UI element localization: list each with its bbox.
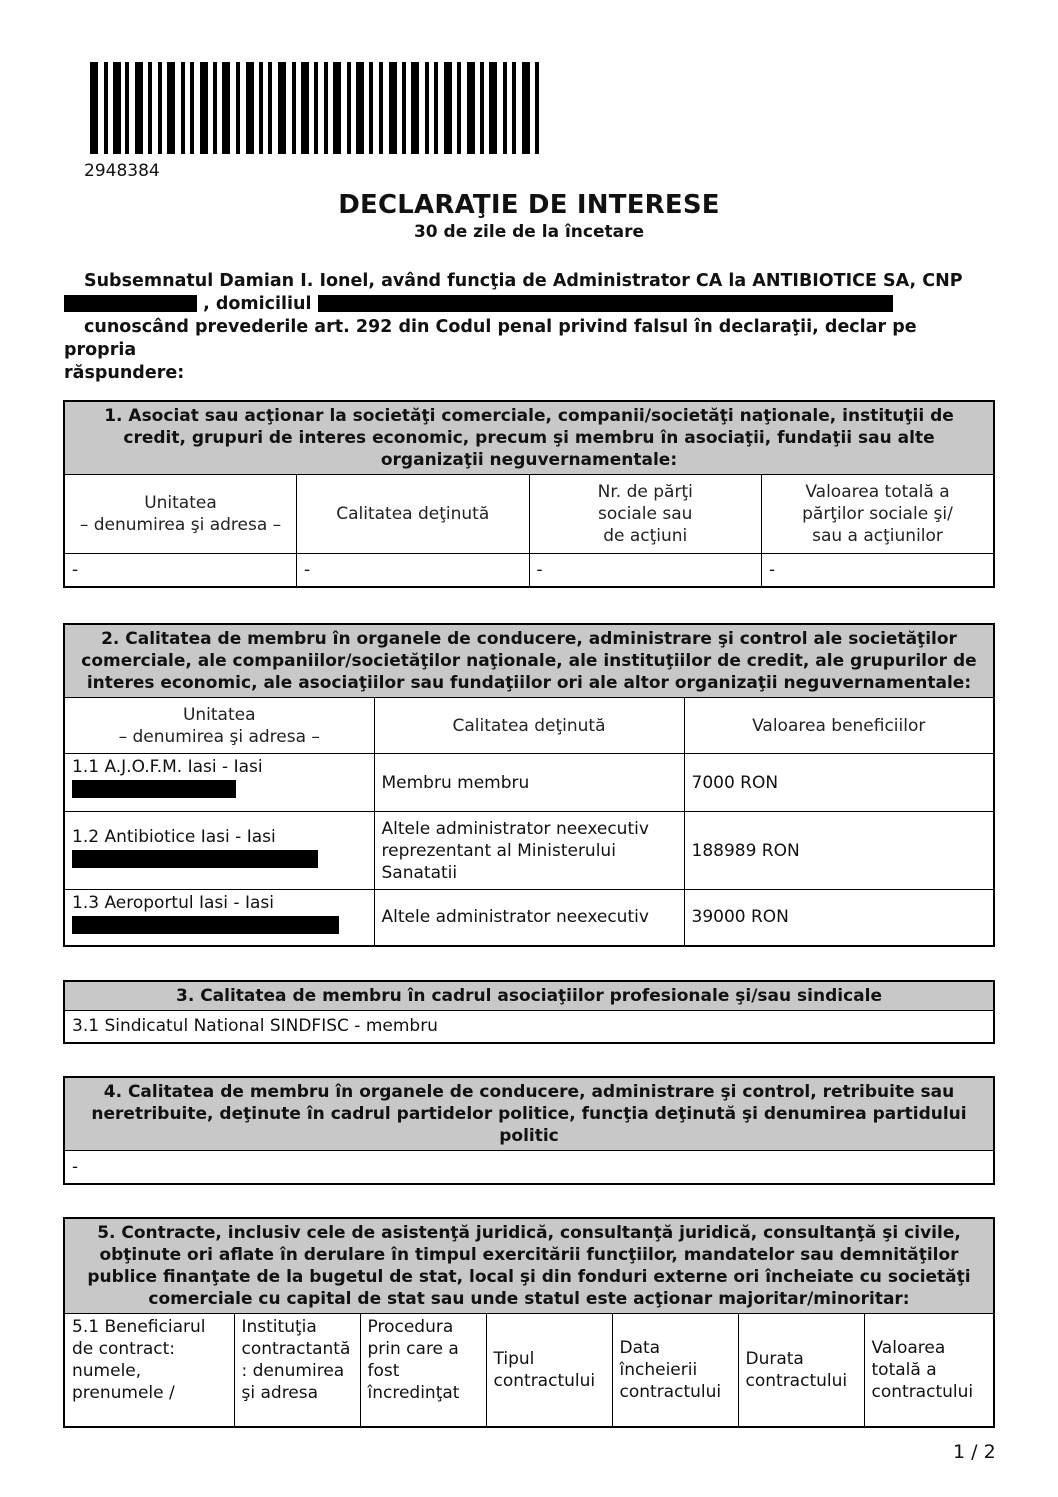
barcode-bar [278, 62, 286, 154]
redacted-address [72, 916, 339, 934]
table-cell: - [64, 554, 297, 587]
barcode-bar [301, 62, 309, 154]
page-number: 1 / 2 [953, 1441, 996, 1463]
col-label: – denumirea şi adresa – [118, 726, 320, 747]
section-3-table [63, 980, 995, 1044]
barcode-bar [246, 62, 254, 154]
section-2-table [63, 623, 995, 947]
barcode-bar [444, 62, 452, 154]
redacted-address [72, 780, 236, 798]
col-label: sau a acţiunilor [812, 526, 943, 546]
barcode-bar [522, 62, 530, 154]
section-5-title: 5. Contracte, inclusiv cele de asistenţă juridică, consultanţă juridică, consultanţă şi civile, obţinute ori aflate în derulare în timpul exercitării funcţiilor, mandatelor sau demnităţilor publice finanţate de la bugetul de stat, local şi din fonduri externe ori încheiate cu societăţi comerciale cu capital de stat sau unde statul este acţionar majoritar/minoritar: [64, 1218, 994, 1314]
barcode-number: 2948384 [84, 161, 160, 181]
col-label: Calitatea deţinută [336, 504, 490, 524]
redacted-cnp [64, 295, 197, 312]
section-5-col-duration: Durata contractului [738, 1314, 864, 1427]
section-4-title: 4. Calitatea de membru în organele de conducere, administrare şi control, retribuite sau neretribuite, deţinute în cadrul partidelor politice, funcţia deţinută şi denumirea partidului politic [64, 1077, 994, 1151]
section-3-title: 3. Calitatea de membru în cadrul asociaţiilor profesionale şi/sau sindicale [64, 981, 994, 1011]
table-row [64, 554, 994, 587]
table-cell: 188989 RON [684, 812, 994, 890]
section-1-table [63, 400, 995, 588]
barcode [90, 62, 574, 154]
document-title: DECLARAŢIE DE INTERESE [338, 190, 720, 220]
col-label: Valoarea totală a [805, 482, 950, 502]
section-1-col-unit [64, 475, 297, 554]
section-4-table [63, 1076, 995, 1185]
col-label: sociale sau [598, 504, 693, 524]
table-cell: Membru membru [374, 754, 684, 812]
barcode-bar [200, 62, 208, 154]
intro-line-1: Subsemnatul Damian I. Ionel, având funcţia de Administrator CA la ANTIBIOTICE SA, CNP [84, 271, 963, 291]
section-5-col-value: Valoarea totală a contractului [864, 1314, 994, 1427]
intro-domiciliu: , domiciliul [203, 294, 312, 314]
table-cell: 39000 RON [684, 890, 994, 946]
col-label: Calitatea deţinută [452, 715, 606, 736]
barcode-bar [222, 62, 230, 154]
section-5-col-institution: Instituţia contractantă : denumirea şi adresa [234, 1314, 360, 1427]
col-label: de acţiuni [603, 526, 688, 546]
section-5-table [63, 1217, 995, 1428]
document-subtitle: 30 de zile de la încetare [413, 222, 645, 242]
redacted-address [318, 295, 893, 312]
section-5-col-date: Data încheierii contractului [612, 1314, 738, 1427]
unit-name: 1.3 Aeroportul Iasi - Iasi [72, 893, 274, 913]
barcode-bar [411, 62, 419, 154]
col-label: – denumirea şi adresa – [79, 515, 282, 535]
table-cell [64, 890, 374, 946]
intro-line-3: cunoscând prevederile art. 292 din Codul penal privind falsul în declaraţii, declar pe propria [64, 317, 917, 360]
barcode-bar [489, 62, 497, 154]
col-label: părţilor sociale şi/ [802, 504, 953, 524]
intro-paragraph [64, 270, 964, 385]
section-5-col-type: Tipul contractului [486, 1314, 612, 1427]
table-row [64, 1011, 994, 1043]
col-label: Nr. de părţi [597, 482, 693, 502]
section-1-col-value [762, 475, 995, 554]
table-row [64, 812, 994, 890]
table-cell: - [64, 1151, 994, 1184]
table-cell: - [529, 554, 762, 587]
intro-line-4: răspundere: [64, 363, 185, 383]
col-label: Unitatea [182, 704, 256, 725]
col-label: Valoarea beneficiilor [752, 715, 926, 736]
section-5-col-procedure: Procedura prin care a fost încredinţat [360, 1314, 486, 1427]
barcode-bar [389, 62, 397, 154]
barcode-bar [167, 62, 175, 154]
table-cell: - [297, 554, 530, 587]
unit-name: 1.1 A.J.O.F.M. Iasi - Iasi [72, 757, 263, 777]
table-cell: 7000 RON [684, 754, 994, 812]
table-row [64, 890, 994, 946]
section-2-col-role [374, 698, 684, 754]
table-cell: 3.1 Sindicatul National SINDFISC - membru [64, 1011, 994, 1043]
section-1-col-role [297, 475, 530, 554]
barcode-bar [333, 62, 341, 154]
table-cell [64, 754, 374, 812]
section-2-col-unit [64, 698, 374, 754]
barcode-bar [90, 62, 98, 154]
table-cell: Altele administrator neexecutiv [374, 890, 684, 946]
barcode-bar [135, 62, 143, 154]
barcode-bar [539, 62, 544, 154]
redacted-address [72, 850, 318, 868]
section-1-col-shares [529, 475, 762, 554]
table-cell [64, 812, 374, 890]
barcode-bar [113, 62, 121, 154]
section-1-title: 1. Asociat sau acţionar la societăţi comerciale, companii/societăţi naţionale, instituţii de credit, grupuri de interes economic, precum şi membru în asociaţii, fundaţii sau alte organizaţii neguvernamentale: [64, 401, 994, 475]
section-5-col-beneficiary: 5.1 Beneficiarul de contract: numele, prenumele / [64, 1314, 234, 1427]
section-2-title: 2. Calitatea de membru în organele de conducere, administrare şi control ale societăţilor comerciale, ale companiilor/societăţilor naţionale, ale instituţiilor de credit, ale grupurilor de interes economic, ale asociaţiilor sau fundaţiilor ori ale altor organizaţii neguvernamentale: [64, 624, 994, 698]
barcode-bar [356, 62, 364, 154]
table-row [64, 1151, 994, 1184]
table-cell: Altele administrator neexecutiv reprezentant al Ministerului Sanatatii [374, 812, 684, 890]
table-row [64, 754, 994, 812]
unit-name: 1.2 Antibiotice Iasi - Iasi [72, 827, 276, 847]
col-label: Unitatea [144, 493, 217, 513]
barcode-bar [467, 62, 475, 154]
table-cell: - [762, 554, 995, 587]
section-2-col-benefits [684, 698, 994, 754]
